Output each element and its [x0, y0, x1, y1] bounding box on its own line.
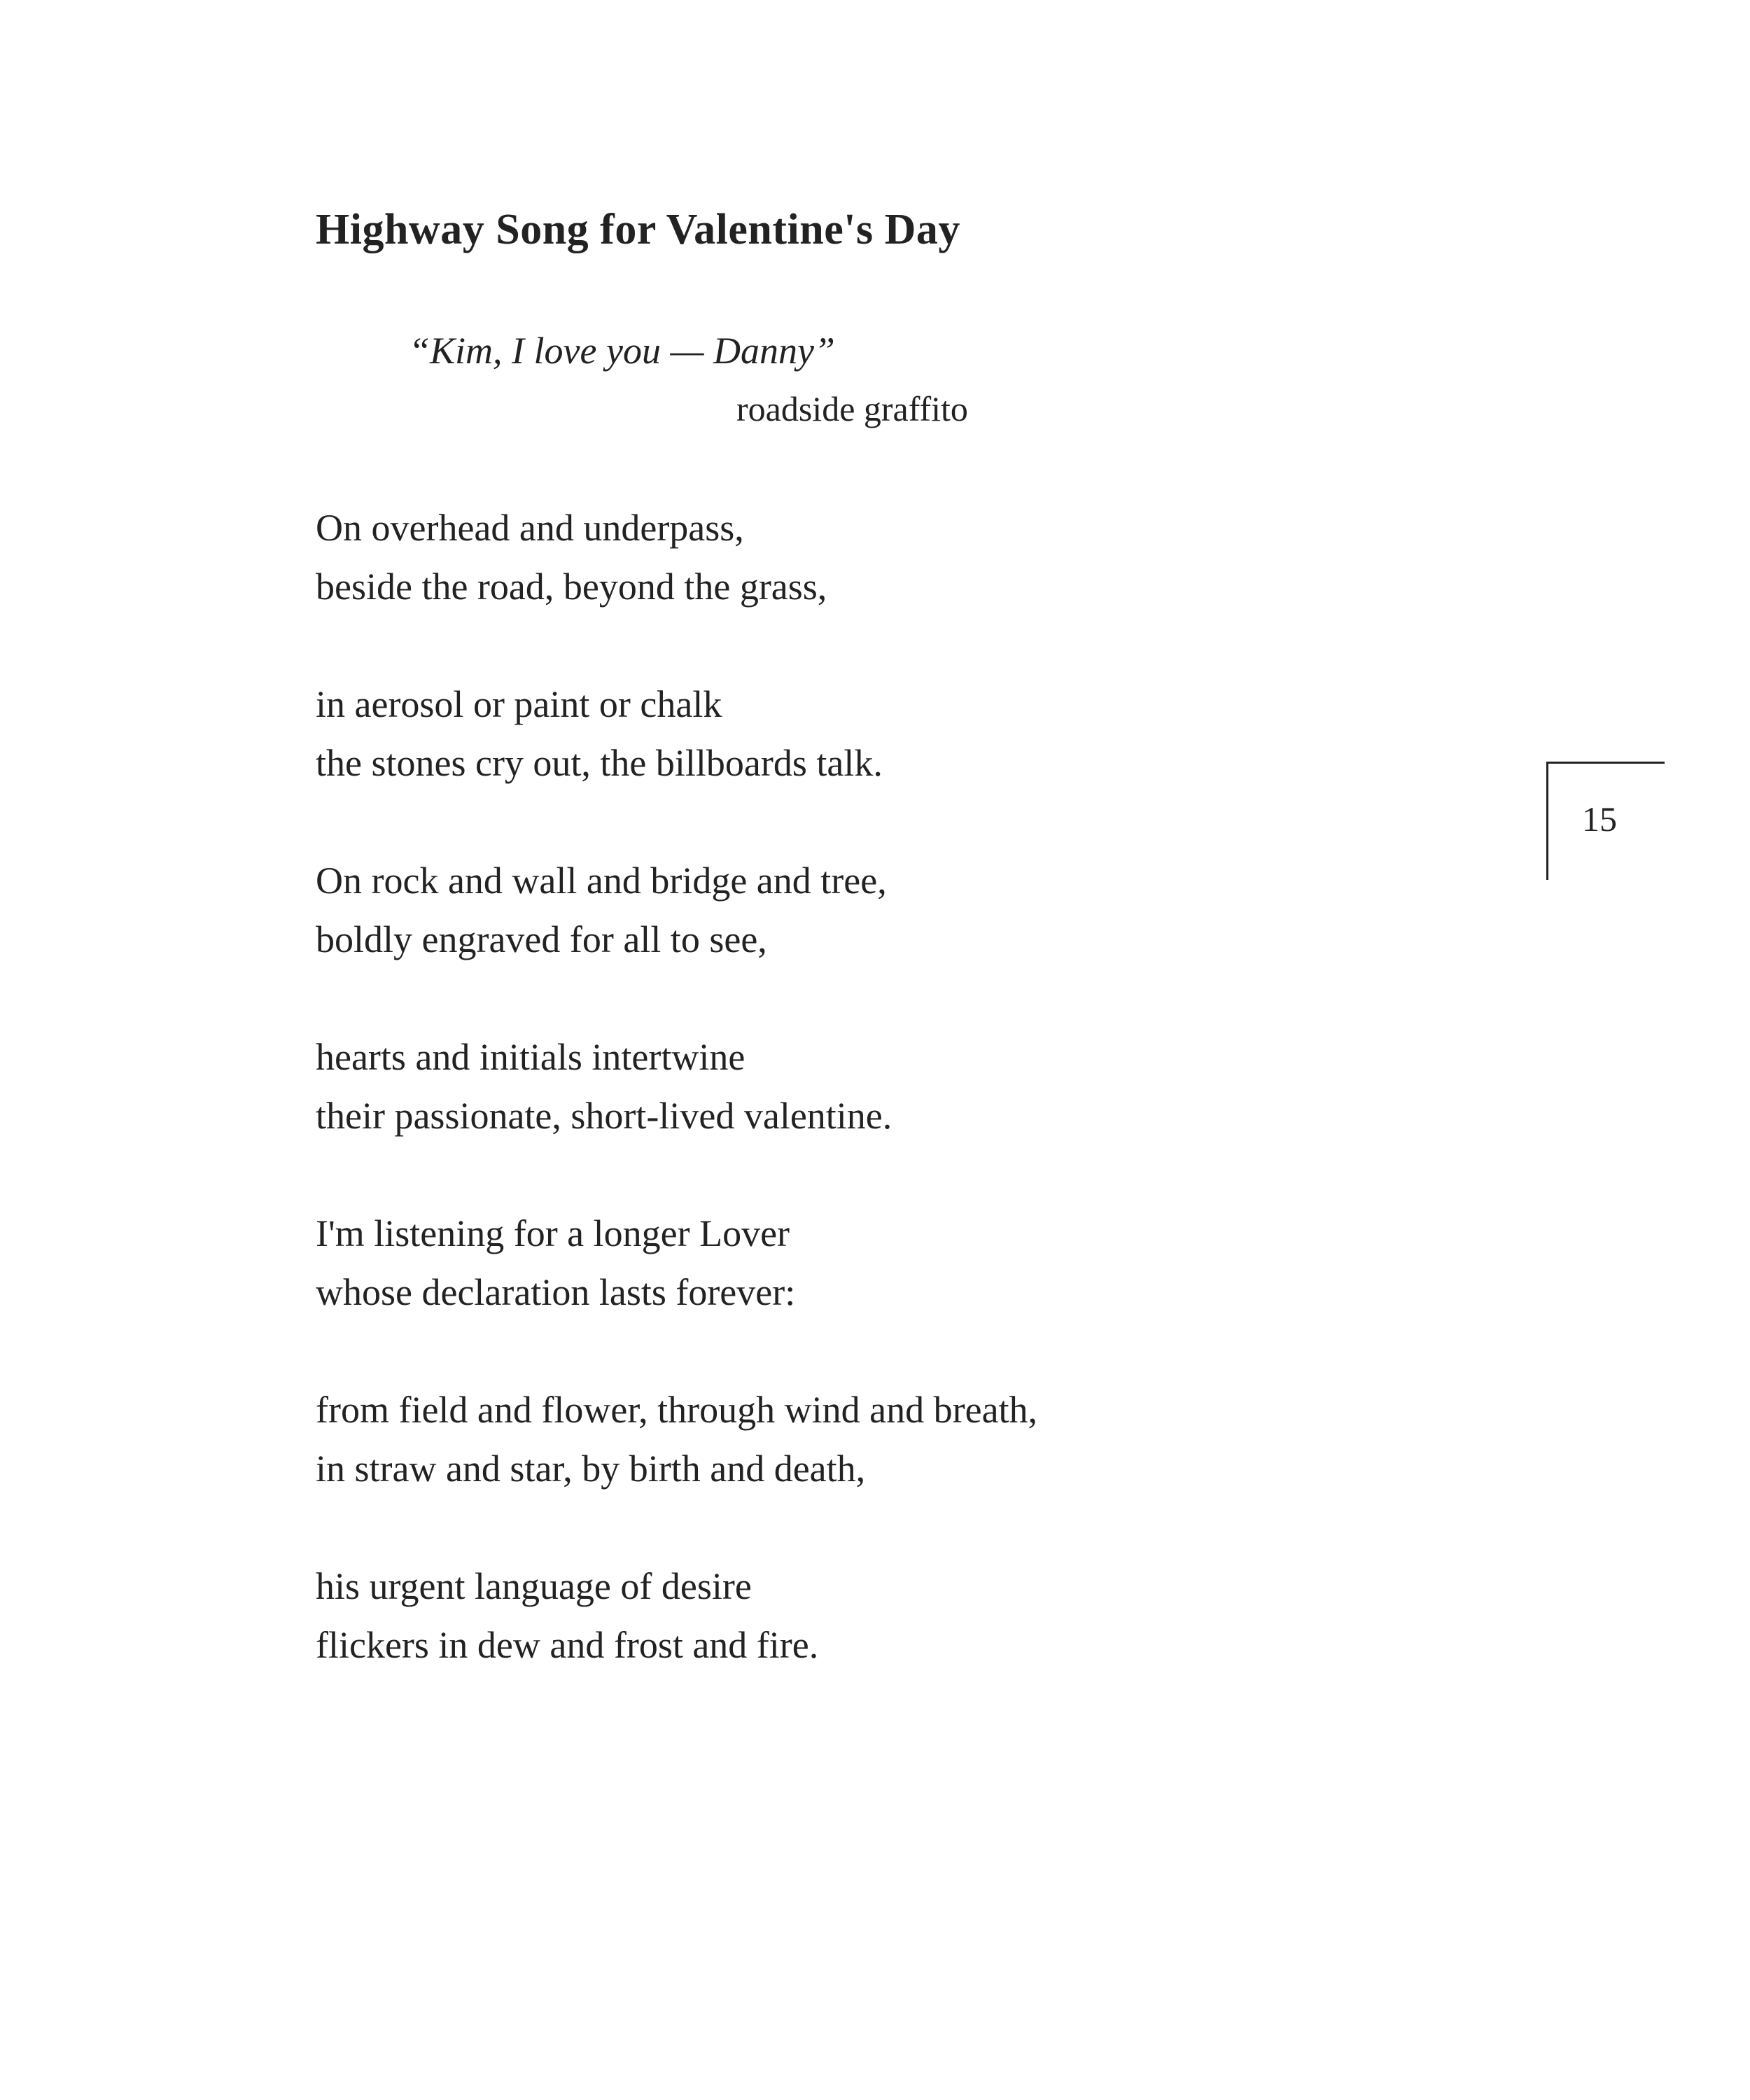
poem-line: I'm listening for a longer Lover	[316, 1212, 790, 1254]
poem-line: On overhead and underpass,	[316, 507, 744, 549]
epigraph-quote: “Kim, I love you — Danny”	[409, 330, 835, 372]
poem-line: the stones cry out, the billboards talk.	[316, 742, 883, 784]
stanza-1	[316, 498, 827, 616]
stanza-2	[316, 675, 883, 792]
poem-line: boldly engraved for all to see,	[316, 918, 767, 960]
poem-line: in straw and star, by birth and death,	[316, 1448, 866, 1490]
stanza-5	[316, 1204, 795, 1322]
poem-line: On rock and wall and bridge and tree,	[316, 860, 887, 902]
poem-line: their passionate, short-lived valentine.	[316, 1095, 892, 1137]
epigraph-source: roadside graffito	[736, 389, 968, 428]
poem-line: from field and flower, through wind and breath,	[316, 1389, 1038, 1431]
stanza-7	[316, 1557, 818, 1674]
page-number: 15	[1582, 799, 1617, 839]
stanza-6	[316, 1380, 1037, 1498]
poem-line: hearts and initials intertwine	[316, 1036, 746, 1078]
poem-title: Highway Song for Valentine's Day	[316, 206, 960, 253]
stanza-3	[316, 851, 887, 969]
poem-line: his urgent language of desire	[316, 1565, 752, 1607]
poem-line: beside the road, beyond the grass,	[316, 566, 827, 608]
poem-line: flickers in dew and frost and fire.	[316, 1624, 819, 1666]
poem-line: in aerosol or paint or chalk	[316, 683, 722, 725]
stanza-4	[316, 1028, 892, 1145]
poem-line: whose declaration lasts forever:	[316, 1271, 796, 1313]
